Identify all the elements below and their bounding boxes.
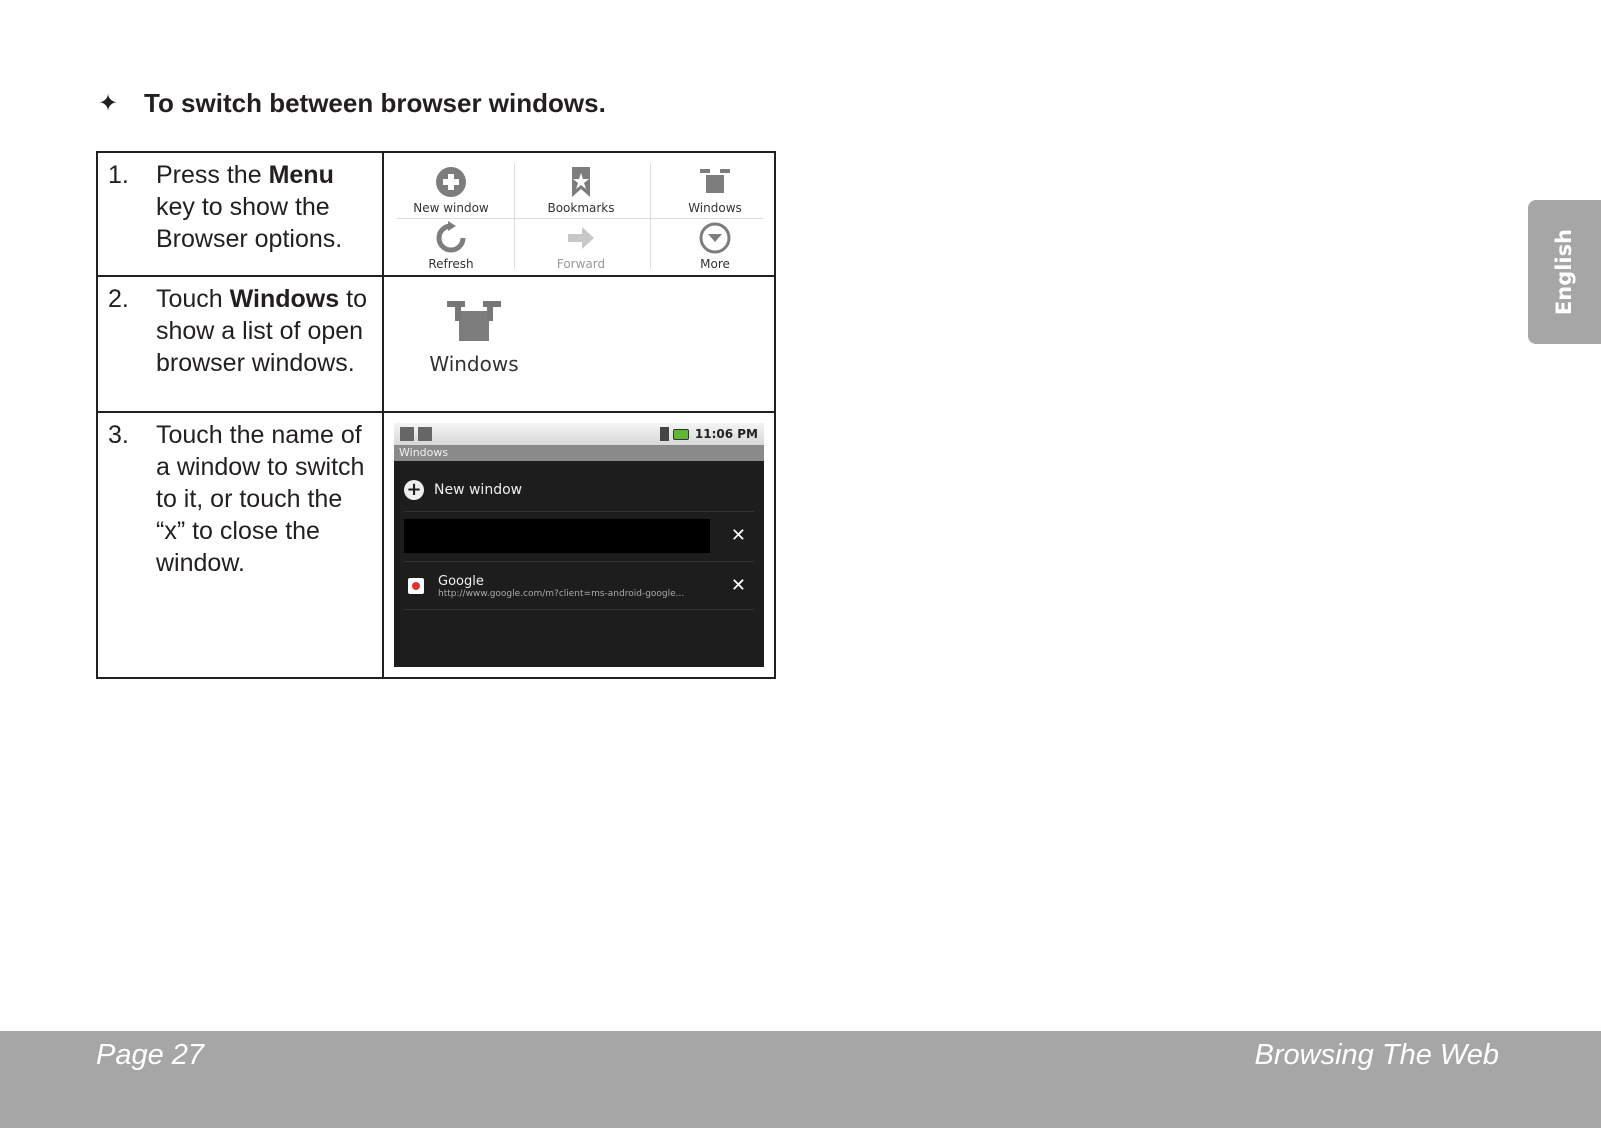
step-text-cell [97,152,383,276]
page-footer [0,1031,1601,1128]
status-bar [394,423,764,445]
sd-card-icon [660,427,669,441]
window-title: Google [438,573,484,589]
bookmark-star-icon [564,165,598,199]
windows-button[interactable]: Windows [424,299,524,376]
close-window-icon[interactable]: ✕ [730,575,746,596]
step-instruction: Touch Windows to show a list of open browser windows. [156,285,367,377]
step-row [97,276,775,412]
menu-refresh[interactable]: Refresh [388,219,514,277]
step-number: 1. [108,161,129,189]
status-time: 11:06 PM [694,427,758,441]
heading-text: To switch between browser windows. [144,88,606,118]
battery-icon [673,429,689,440]
step-row [97,412,775,678]
step-row [97,152,775,276]
step-image-cell [383,276,775,412]
windows-stack-icon [698,165,732,199]
step-text-cell [97,412,383,678]
google-window-row[interactable] [394,569,764,603]
menu-more[interactable]: More [652,219,778,277]
language-label: English [1552,228,1577,316]
usb-debug-icon [418,427,432,441]
browser-options-menu [388,157,774,275]
menu-bookmarks[interactable]: Bookmarks [518,163,644,221]
current-window-entry[interactable] [404,519,710,553]
step-image-cell [383,152,775,276]
forward-arrow-icon [564,221,598,255]
new-window-label: New window [434,482,523,498]
step-text-cell [97,276,383,412]
step-number: 3. [108,421,129,449]
chevron-down-circle-icon [698,221,732,255]
usb-icon [400,427,414,441]
section-heading [98,88,606,119]
step-image-cell [383,412,775,678]
close-window-icon[interactable]: ✕ [730,525,746,546]
step-number: 2. [108,285,129,313]
bullet-icon: ✦ [98,90,119,117]
plus-circle-icon [434,165,468,199]
steps-table [96,151,776,679]
screen-title: Windows [394,445,764,461]
section-title: Browsing The Web [1254,1039,1499,1071]
new-window-row[interactable] [394,475,764,505]
refresh-icon [434,221,468,255]
google-favicon-icon [408,578,424,594]
menu-windows[interactable]: Windows [652,163,778,221]
menu-forward[interactable]: Forward [518,219,644,277]
windows-list-screen [394,423,764,667]
page-number: Page 27 [96,1039,205,1071]
plus-circle-icon: + [404,480,424,500]
language-tab [1528,200,1601,344]
step-instruction: Press the Menu key to show the Browser options. [156,161,343,253]
windows-stack-icon [445,299,503,345]
menu-new-window[interactable]: New window [388,163,514,221]
window-url: http://www.google.com/m?client=ms-android-google... [438,588,685,599]
step-instruction: Touch the name of a window to switch to it, or touch the “x” to close the window. [156,421,365,577]
